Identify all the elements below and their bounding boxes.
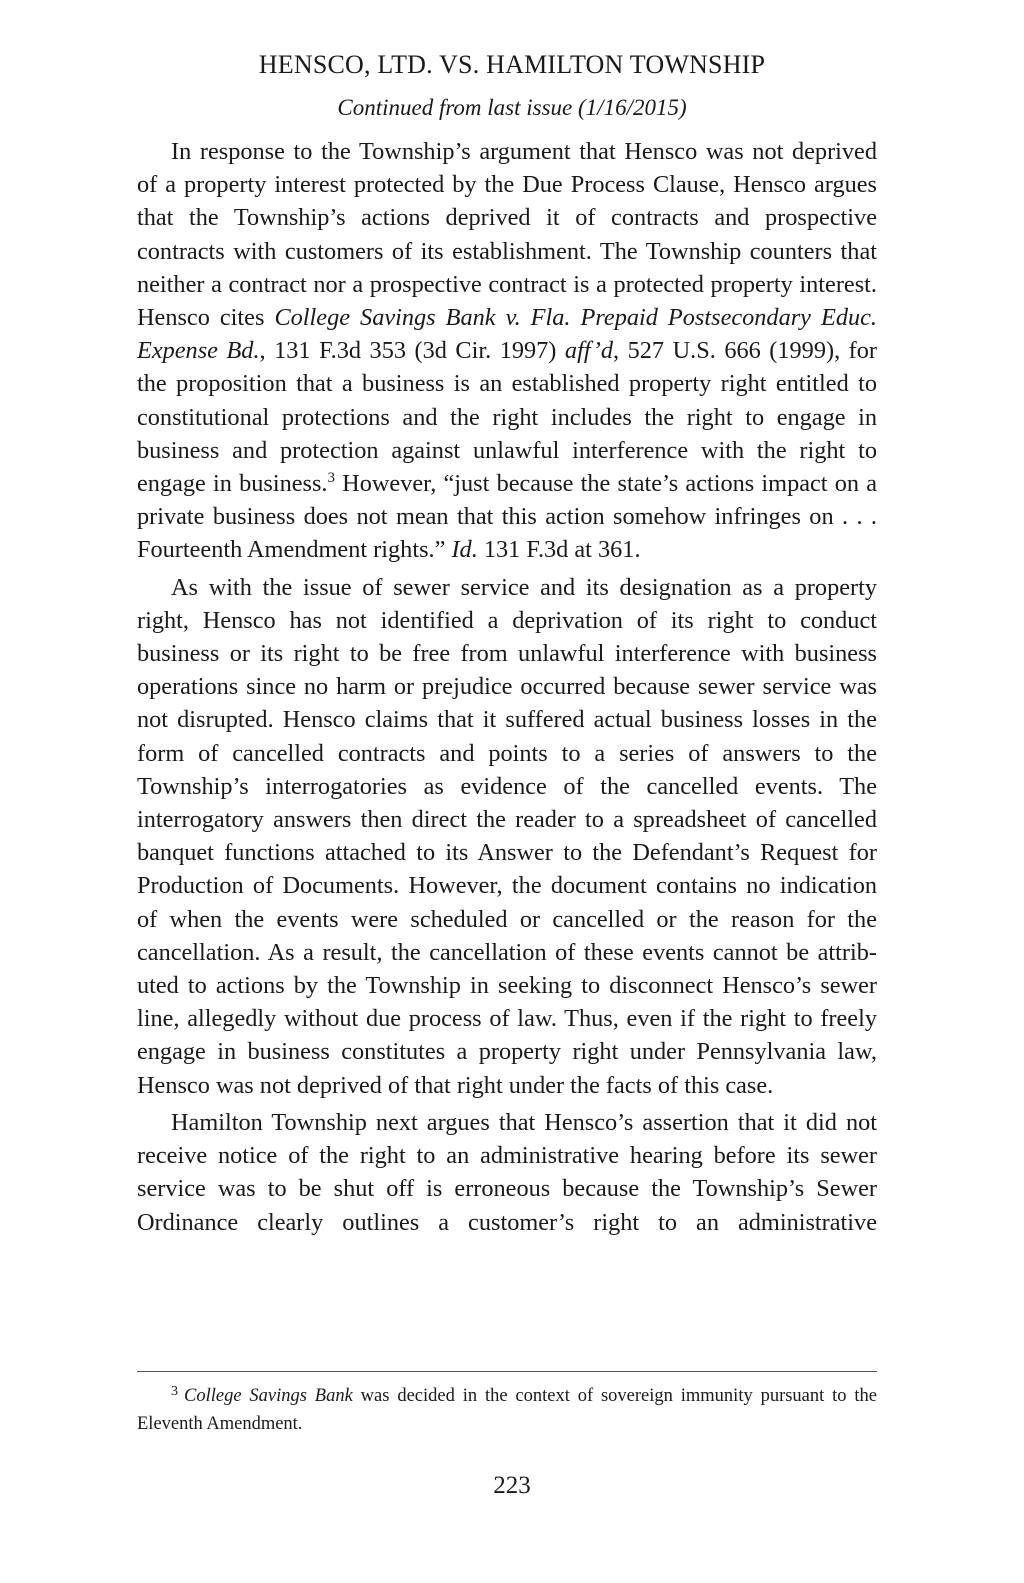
footnote-reference[interactable]: 3 xyxy=(327,470,335,487)
paragraph-1 xyxy=(137,135,877,567)
case-citation: College Savings Bank v. Fla. Prepaid Postsecondary Educ. Expense Bd. xyxy=(137,304,877,365)
footnote-divider xyxy=(137,1371,877,1372)
body-text xyxy=(137,135,877,1243)
paragraph-1-text-d: However, “just because the state’s actions impact on a private business does not mean that this action somehow infringes on . . . Fourteenth Amendment rights.” xyxy=(137,470,877,564)
page-number: 223 xyxy=(493,1472,531,1499)
footnote-case-name: College Savings Bank xyxy=(184,1386,353,1406)
affd-citation: aff’d xyxy=(564,337,614,365)
footnote-marker: 3 xyxy=(171,1384,178,1399)
id-citation: Id. xyxy=(451,536,478,564)
paragraph-3: Hamilton Township next argues that Hensco’s assertion that it did not receive notice of the right to an administrative hearing before its sewer service was to be shut off is erroneous because the Township’s Sewer Ordinance clearly outlines a customer’s right to an administrative xyxy=(137,1108,877,1236)
page-title: HENSCO, LTD. VS. HAMILTON TOWNSHIP xyxy=(258,50,766,79)
footnote xyxy=(137,1383,877,1438)
paragraph-1-text-a: In response to the Township’s argument that Hensco was not deprived of a property interest protected by the Due Process Clause, Hensco argues that the Township’s actions deprived it of contracts and prospective contracts with customers of its establishment. The Township counters that neither a contract nor a prospective contract is a protected property interest. Hensco cites xyxy=(137,138,877,332)
paragraph-1-text-b: , 131 F.3d 353 (3d Cir. 1997) xyxy=(259,337,565,365)
paragraph-2: As with the issue of sewer service and its designation as a property right, Hensco has not identified a deprivation of its right to conduct business or its right to be free from unlawful interference with business operations since no harm or prejudice occurred because sewer service was not disrupted. Hensco claims that it suffered actual business losses in the form of cancelled contracts and points to a series of answers to the Township’s interrogatories as evidence of the cancelled events. The interrogatory answers then direct the reader to a spreadsheet of cancelled banquet functions attached to its Answer to the Defendant’s Request for Production of Documents. However, the document contains no indication of when the events were scheduled or cancelled or the reason for the cancellation. As a result, the cancellation of these events cannot be attributed to actions by the Township in seeking to disconnect Hensco’s sewer line, allegedly without due process of law. Thus, even if the right to freely engage in business constitutes a property right under Pennsylvania law, Hensco was not deprived of that right under the facts of this case. xyxy=(137,573,877,1099)
continued-note: Continued from last issue (1/16/2015) xyxy=(337,95,687,120)
paragraph-1-text-e: 131 F.3d at 361. xyxy=(477,536,641,564)
footnote-text: was decided in the context of sovereign immunity pursuant to the Eleventh Amendment. xyxy=(137,1386,877,1434)
paragraph-1-text-c: , 527 U.S. 666 (1999), for the proposition that a business is an established property right entitled to constitutional protections and the right includes the right to engage in business and protection against unlawful interference with the right to engage in business. xyxy=(137,337,877,498)
